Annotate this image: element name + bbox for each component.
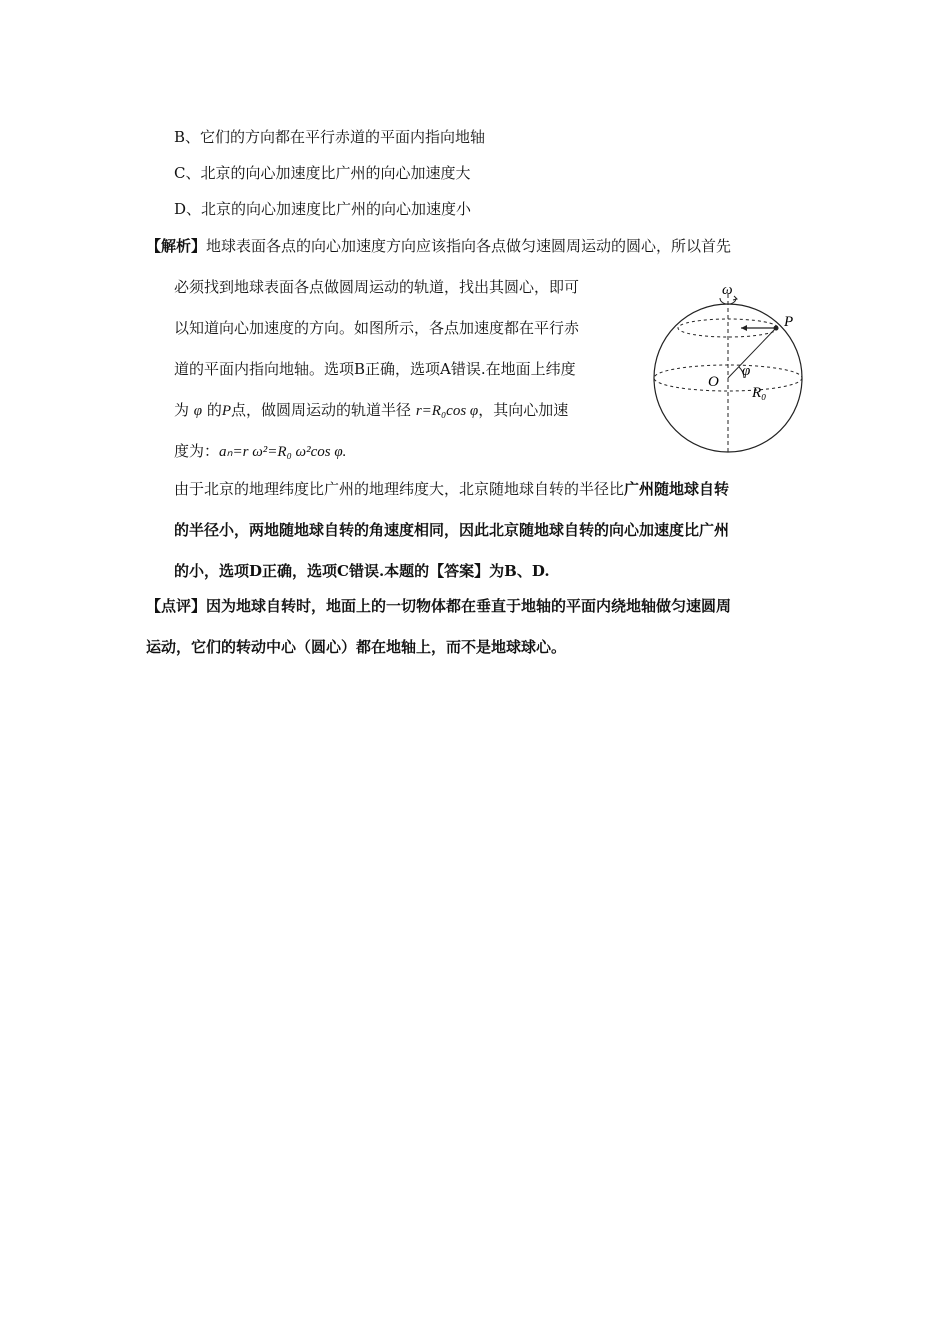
analysis-line-6 <box>174 441 346 462</box>
phi-symbol: φ <box>193 403 203 419</box>
text-fragment: 点，做圆周运动的轨道半径 <box>231 401 416 419</box>
point-p: P <box>221 403 232 419</box>
text-fragment: 度为： <box>174 442 220 460</box>
option-c: C、北京的向心加速度比广州的向心加速度大 <box>174 164 471 182</box>
analysis-line-3: 以知道向心加速度的方向。如图所示，各点加速度都在平行赤 <box>174 319 580 337</box>
text-fragment: ，其向心加速 <box>478 401 569 419</box>
text-fragment-bold: 广州随地球自转 <box>624 480 730 498</box>
comment-line-1 <box>146 596 731 616</box>
analysis-line-1 <box>146 236 731 256</box>
comment-line-2: 运动，它们的转动中心（圆心）都在地轴上，而不是地球球心。 <box>146 638 567 656</box>
option-b: B、它们的方向都在平行赤道的平面内指向地轴 <box>174 128 486 146</box>
text-fragment: 由于北京的地理纬度比广州的地理纬度大，北京随地球自转的半径比 <box>174 480 625 498</box>
comment-text: 因为地球自转时，地面上的一切物体都在垂直于地轴的平面内绕地轴做匀速圆周 <box>206 597 732 615</box>
analysis-line-7 <box>174 479 729 499</box>
analysis-line-9: 的小，选项D正确，选项C错误.本题的【答案】为B、D. <box>174 562 550 580</box>
radius-formula: r=R₀cos φ <box>415 403 479 419</box>
label-phi: φ <box>742 363 751 379</box>
earth-rotation-figure <box>648 280 808 456</box>
analysis-text: 地球表面各点的向心加速度方向应该指向各点做匀速圆周运动的圆心，所以首先 <box>206 237 732 255</box>
label-omega: ω <box>722 282 733 298</box>
comment-tag: 【点评】 <box>146 597 207 615</box>
text-fragment: 的 <box>202 401 222 419</box>
acceleration-formula: aₙ=r ω²=R₀ ω²cos φ. <box>219 444 347 460</box>
label-r0: R₀ <box>752 385 767 401</box>
label-p: P <box>784 314 794 330</box>
analysis-line-2: 必须找到地球表面各点做圆周运动的轨道，找出其圆心，即可 <box>174 278 580 296</box>
analysis-line-8: 的半径小，两地随地球自转的角速度相同，因此北京随地球自转的向心加速度比广州 <box>174 521 730 539</box>
label-o: O <box>708 374 719 390</box>
point-p-marker <box>774 326 779 331</box>
radius-line <box>728 328 776 378</box>
option-d: D、北京的向心加速度比广州的向心加速度小 <box>174 200 472 218</box>
analysis-tag: 【解析】 <box>146 237 207 255</box>
analysis-line-4: 道的平面内指向地轴。选项B正确，选项A错误.在地面上纬度 <box>174 360 576 378</box>
text-fragment: 为 <box>174 401 194 419</box>
analysis-line-5 <box>174 400 568 421</box>
